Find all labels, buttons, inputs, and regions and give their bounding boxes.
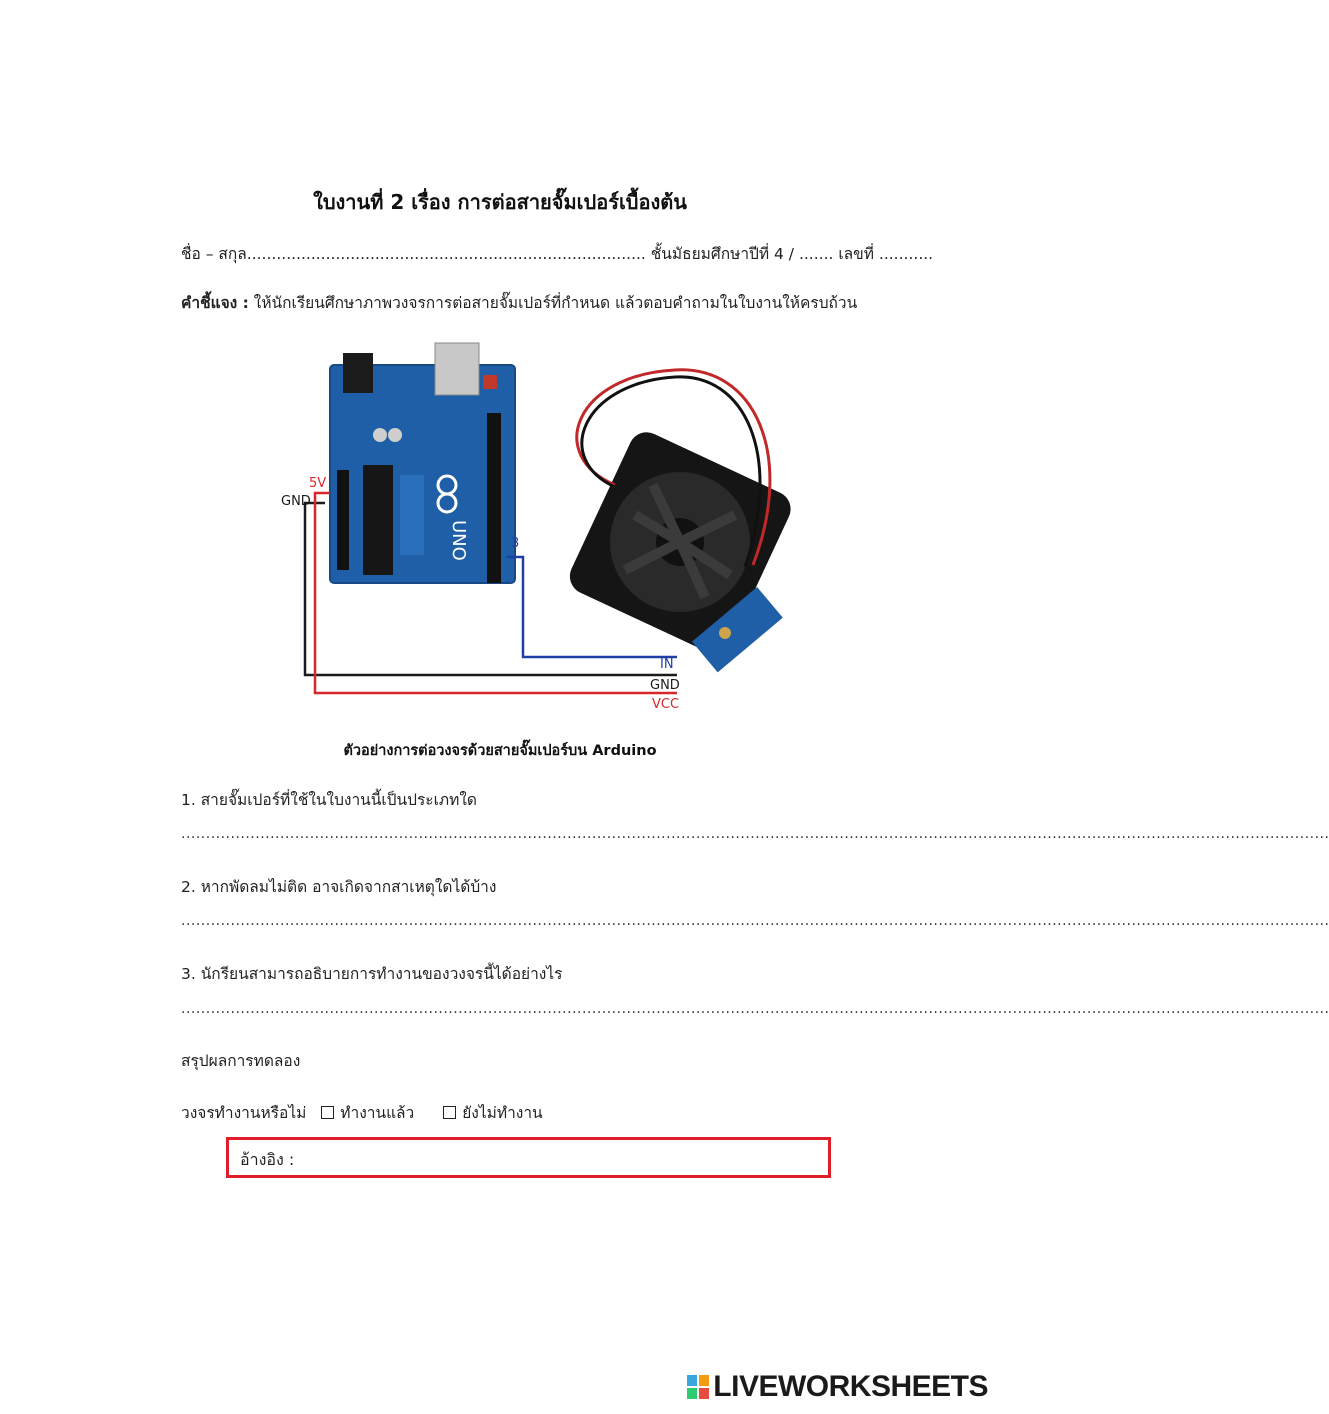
circuit-status-row	[181, 1100, 543, 1125]
checkbox-works[interactable]	[321, 1106, 334, 1119]
label-gnd-board: GND	[281, 494, 311, 509]
label-fan-gnd: GND	[650, 678, 680, 693]
arduino-board	[330, 343, 515, 583]
label-5v: 5V	[309, 476, 327, 491]
liveworksheets-logo-icon	[687, 1375, 709, 1399]
label-pin-3: 3	[511, 536, 520, 551]
option-works-label: ทำงานแล้ว	[340, 1104, 415, 1122]
answer-line-2[interactable]: ........................................................................................................................................................................................................................................	[181, 913, 1329, 929]
instruction-text: ให้นักเรียนศึกษาภาพวงจรการต่อสายจั๊มเปอร์ที่กำหนด แล้วตอบคำถามในใบงานให้ครบถ้วน	[248, 294, 858, 312]
question-3: 3. นักรียนสามารถอธิบายการทำงานของวงจรนี้ได้อย่างไร	[181, 965, 563, 983]
instruction-line	[181, 290, 857, 315]
name-class-number-line: ชื่อ – สกุล................................................................................. ชั้นมัธยมศึกษาปีที่ 4 / ....... เลขที่ ...........	[181, 245, 934, 263]
board-uno-text: UNO	[448, 520, 469, 561]
liveworksheets-text: LIVEWORKSHEETS	[713, 1370, 988, 1403]
liveworksheets-branding	[687, 1370, 988, 1404]
question-1: 1. สายจั๊มเปอร์ที่ใช้ในใบงานนี้เป็นประเภทใด	[181, 791, 477, 809]
diagram-caption: ตัวอย่างการต่อวงจรด้วยสายจั๊มเปอร์บน Arduino	[343, 743, 657, 759]
question-2: 2. หากพัดลมไม่ติด อาจเกิดจากสาเหตุใดได้บ้าง	[181, 878, 497, 896]
checkbox-not-works[interactable]	[443, 1106, 456, 1119]
worksheet-title: ใบงานที่ 2 เรื่อง การต่อสายจั๊มเปอร์เบื้องต้น	[313, 190, 687, 214]
option-not-works-label: ยังไม่ทำงาน	[462, 1104, 543, 1122]
reference-box[interactable]	[226, 1137, 831, 1178]
summary-heading: สรุปผลการทดลอง	[181, 1052, 301, 1070]
instruction-label: คำชี้แจง :	[181, 294, 249, 312]
answer-line-1[interactable]: ........................................................................................................................................................................................................................................	[181, 826, 1329, 842]
reference-label: อ้างอิง :	[240, 1150, 295, 1169]
label-fan-vcc: VCC	[652, 697, 680, 712]
answer-line-3[interactable]: ........................................................................................................................................................................................................................................	[181, 1001, 1329, 1017]
circuit-question: วงจรทำงานหรือไม่	[181, 1104, 307, 1122]
circuit-diagram	[275, 335, 795, 715]
label-fan-in: IN	[660, 657, 674, 672]
